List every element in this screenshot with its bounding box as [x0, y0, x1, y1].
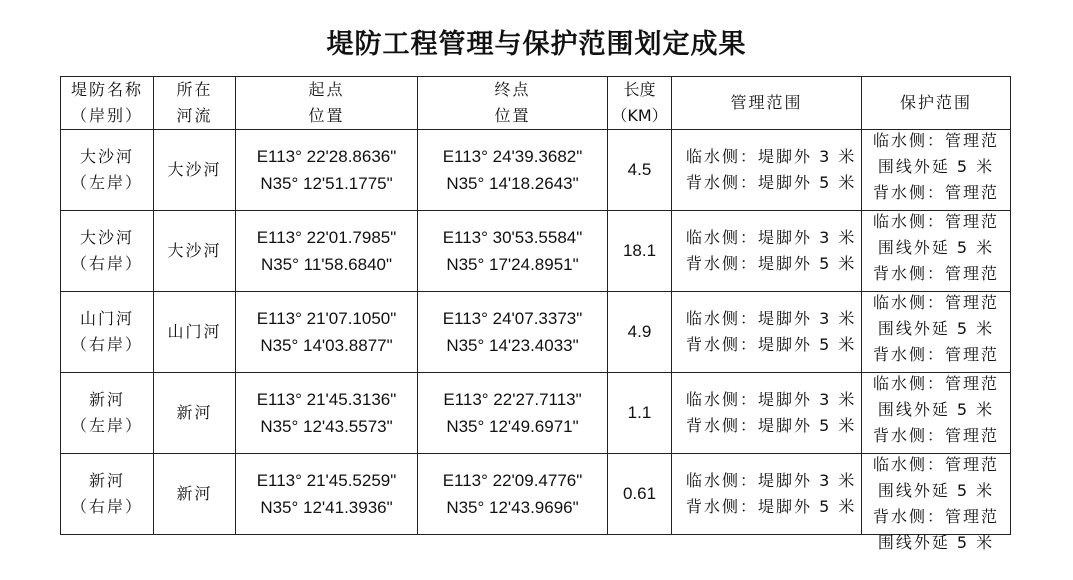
management-back-side: 背水侧：堤脚外 5 米 — [686, 335, 857, 354]
protection-range-line: 围线外延 5 米 — [877, 481, 995, 500]
start-longitude: E113° 21'45.5259" — [256, 471, 397, 490]
end-longitude: E113° 22'09.4776" — [442, 471, 583, 490]
embankment-name-cell — [61, 373, 154, 454]
management-water-side: 临水侧：堤脚外 3 米 — [686, 471, 857, 490]
header-management: 管理范围 — [672, 77, 862, 130]
end-position-cell — [418, 130, 608, 211]
embankment-table — [60, 76, 1011, 552]
embankment-name-cell — [61, 211, 154, 292]
header-protection: 保护范围 — [862, 77, 1011, 130]
protection-range-text — [862, 128, 1010, 206]
management-water-side: 临水侧：堤脚外 3 米 — [686, 147, 857, 166]
end-longitude: E113° 22'27.7113" — [443, 390, 582, 409]
protection-range-text — [862, 452, 1010, 556]
protection-range-line: 临水侧：管理范 — [872, 455, 999, 474]
end-latitude: N35° 12'49.6971" — [446, 417, 579, 436]
protection-range-line: 临水侧：管理范 — [872, 374, 999, 393]
protection-range-line: 临水侧：管理范 — [872, 293, 999, 312]
management-back-side: 背水侧：堤脚外 5 米 — [686, 173, 857, 192]
protection-range-line: 围线外延 5 米 — [877, 238, 995, 257]
start-latitude: N35° 12'51.1775" — [260, 174, 393, 193]
embankment-name-cell — [61, 292, 154, 373]
river-cell: 大沙河 — [154, 211, 236, 292]
header-row — [61, 77, 1011, 130]
management-range-cell — [672, 211, 862, 292]
protection-range-line: 临水侧：管理范 — [872, 212, 999, 231]
table-row — [61, 292, 1011, 373]
bank-side: （左岸） — [70, 173, 143, 192]
end-position-cell — [418, 211, 608, 292]
header-length: 长度 （KM） — [608, 77, 672, 130]
management-back-side: 背水侧：堤脚外 5 米 — [686, 497, 857, 516]
start-latitude: N35° 14'03.8877" — [260, 336, 393, 355]
end-latitude: N35° 12'43.9696" — [446, 498, 579, 517]
embankment-name-cell — [61, 454, 154, 535]
river-cell: 山门河 — [154, 292, 236, 373]
management-back-side: 背水侧：堤脚外 5 米 — [686, 254, 857, 273]
header-river: 所在 河流 — [154, 77, 236, 130]
length-cell: 4.5 — [608, 130, 672, 211]
river-cell: 新河 — [154, 373, 236, 454]
table-row — [61, 130, 1011, 211]
protection-range-line: 背水侧：管理范 — [872, 345, 999, 364]
start-latitude: N35° 12'41.3936" — [260, 498, 393, 517]
length-cell: 0.61 — [608, 454, 672, 535]
start-longitude: E113° 22'28.8636" — [256, 147, 397, 166]
embankment-name: 新河 — [88, 471, 125, 490]
river-cell: 新河 — [154, 454, 236, 535]
end-position-cell — [418, 373, 608, 454]
protection-range-line: 围线外延 5 米 — [877, 533, 995, 552]
header-end: 终点 位置 — [418, 77, 608, 130]
management-water-side: 临水侧：堤脚外 3 米 — [686, 309, 857, 328]
start-position-cell — [236, 454, 418, 535]
end-latitude: N35° 17'24.8951" — [446, 255, 579, 274]
protection-range-cell — [862, 211, 1011, 292]
end-longitude: E113° 24'07.3373" — [442, 309, 583, 328]
end-position-cell — [418, 292, 608, 373]
end-latitude: N35° 14'23.4033" — [446, 336, 579, 355]
header-name: 堤防名称 （岸别） — [61, 77, 154, 130]
protection-range-line: 围线外延 5 米 — [877, 157, 995, 176]
protection-range-cell — [862, 130, 1011, 211]
start-longitude: E113° 21'45.3136" — [256, 390, 397, 409]
start-position-cell — [236, 292, 418, 373]
management-water-side: 临水侧：堤脚外 3 米 — [686, 390, 857, 409]
table-row — [61, 211, 1011, 292]
table-row — [61, 373, 1011, 454]
embankment-name: 新河 — [88, 390, 125, 409]
protection-range-text — [862, 290, 1010, 368]
start-longitude: E113° 22'01.7985" — [256, 228, 397, 247]
embankment-name-cell — [61, 130, 154, 211]
protection-range-line: 背水侧：管理范 — [872, 426, 999, 445]
length-cell: 18.1 — [608, 211, 672, 292]
document-title: 堤防工程管理与保护范围划定成果 — [326, 29, 747, 60]
protection-range-cell — [862, 373, 1011, 454]
protection-range-text — [862, 209, 1010, 287]
management-range-cell — [672, 292, 862, 373]
embankment-name: 山门河 — [79, 309, 134, 328]
bank-side: （左岸） — [70, 416, 143, 435]
table-row — [61, 454, 1011, 535]
river-cell: 大沙河 — [154, 130, 236, 211]
embankment-name: 大沙河 — [79, 147, 134, 166]
management-range-cell — [672, 454, 862, 535]
length-cell: 4.9 — [608, 292, 672, 373]
start-position-cell — [236, 373, 418, 454]
header-start: 起点 位置 — [236, 77, 418, 130]
start-position-cell — [236, 130, 418, 211]
protection-range-line: 背水侧：管理范 — [872, 507, 999, 526]
protection-range-line: 临水侧：管理范 — [872, 131, 999, 150]
protection-range-cell — [862, 454, 1011, 552]
end-latitude: N35° 14'18.2643" — [446, 174, 579, 193]
end-longitude: E113° 30'53.5584" — [442, 228, 583, 247]
embankment-name: 大沙河 — [79, 228, 134, 247]
protection-range-text — [862, 371, 1010, 449]
management-range-cell — [672, 130, 862, 211]
protection-range-line: 围线外延 5 米 — [877, 319, 995, 338]
bank-side: （右岸） — [70, 497, 143, 516]
start-longitude: E113° 21'07.1050" — [256, 309, 397, 328]
end-longitude: E113° 24'39.3682" — [442, 147, 583, 166]
end-position-cell — [418, 454, 608, 535]
management-water-side: 临水侧：堤脚外 3 米 — [686, 228, 857, 247]
protection-range-line: 围线外延 5 米 — [877, 400, 995, 419]
length-cell: 1.1 — [608, 373, 672, 454]
bank-side: （右岸） — [70, 335, 143, 354]
protection-range-line: 背水侧：管理范 — [872, 183, 999, 202]
bank-side: （右岸） — [70, 254, 143, 273]
start-latitude: N35° 11'58.6840" — [260, 255, 393, 274]
start-position-cell — [236, 211, 418, 292]
protection-range-line: 背水侧：管理范 — [872, 264, 999, 283]
protection-range-cell — [862, 292, 1011, 373]
management-range-cell — [672, 373, 862, 454]
start-latitude: N35° 12'43.5573" — [260, 417, 393, 436]
management-back-side: 背水侧：堤脚外 5 米 — [686, 416, 857, 435]
